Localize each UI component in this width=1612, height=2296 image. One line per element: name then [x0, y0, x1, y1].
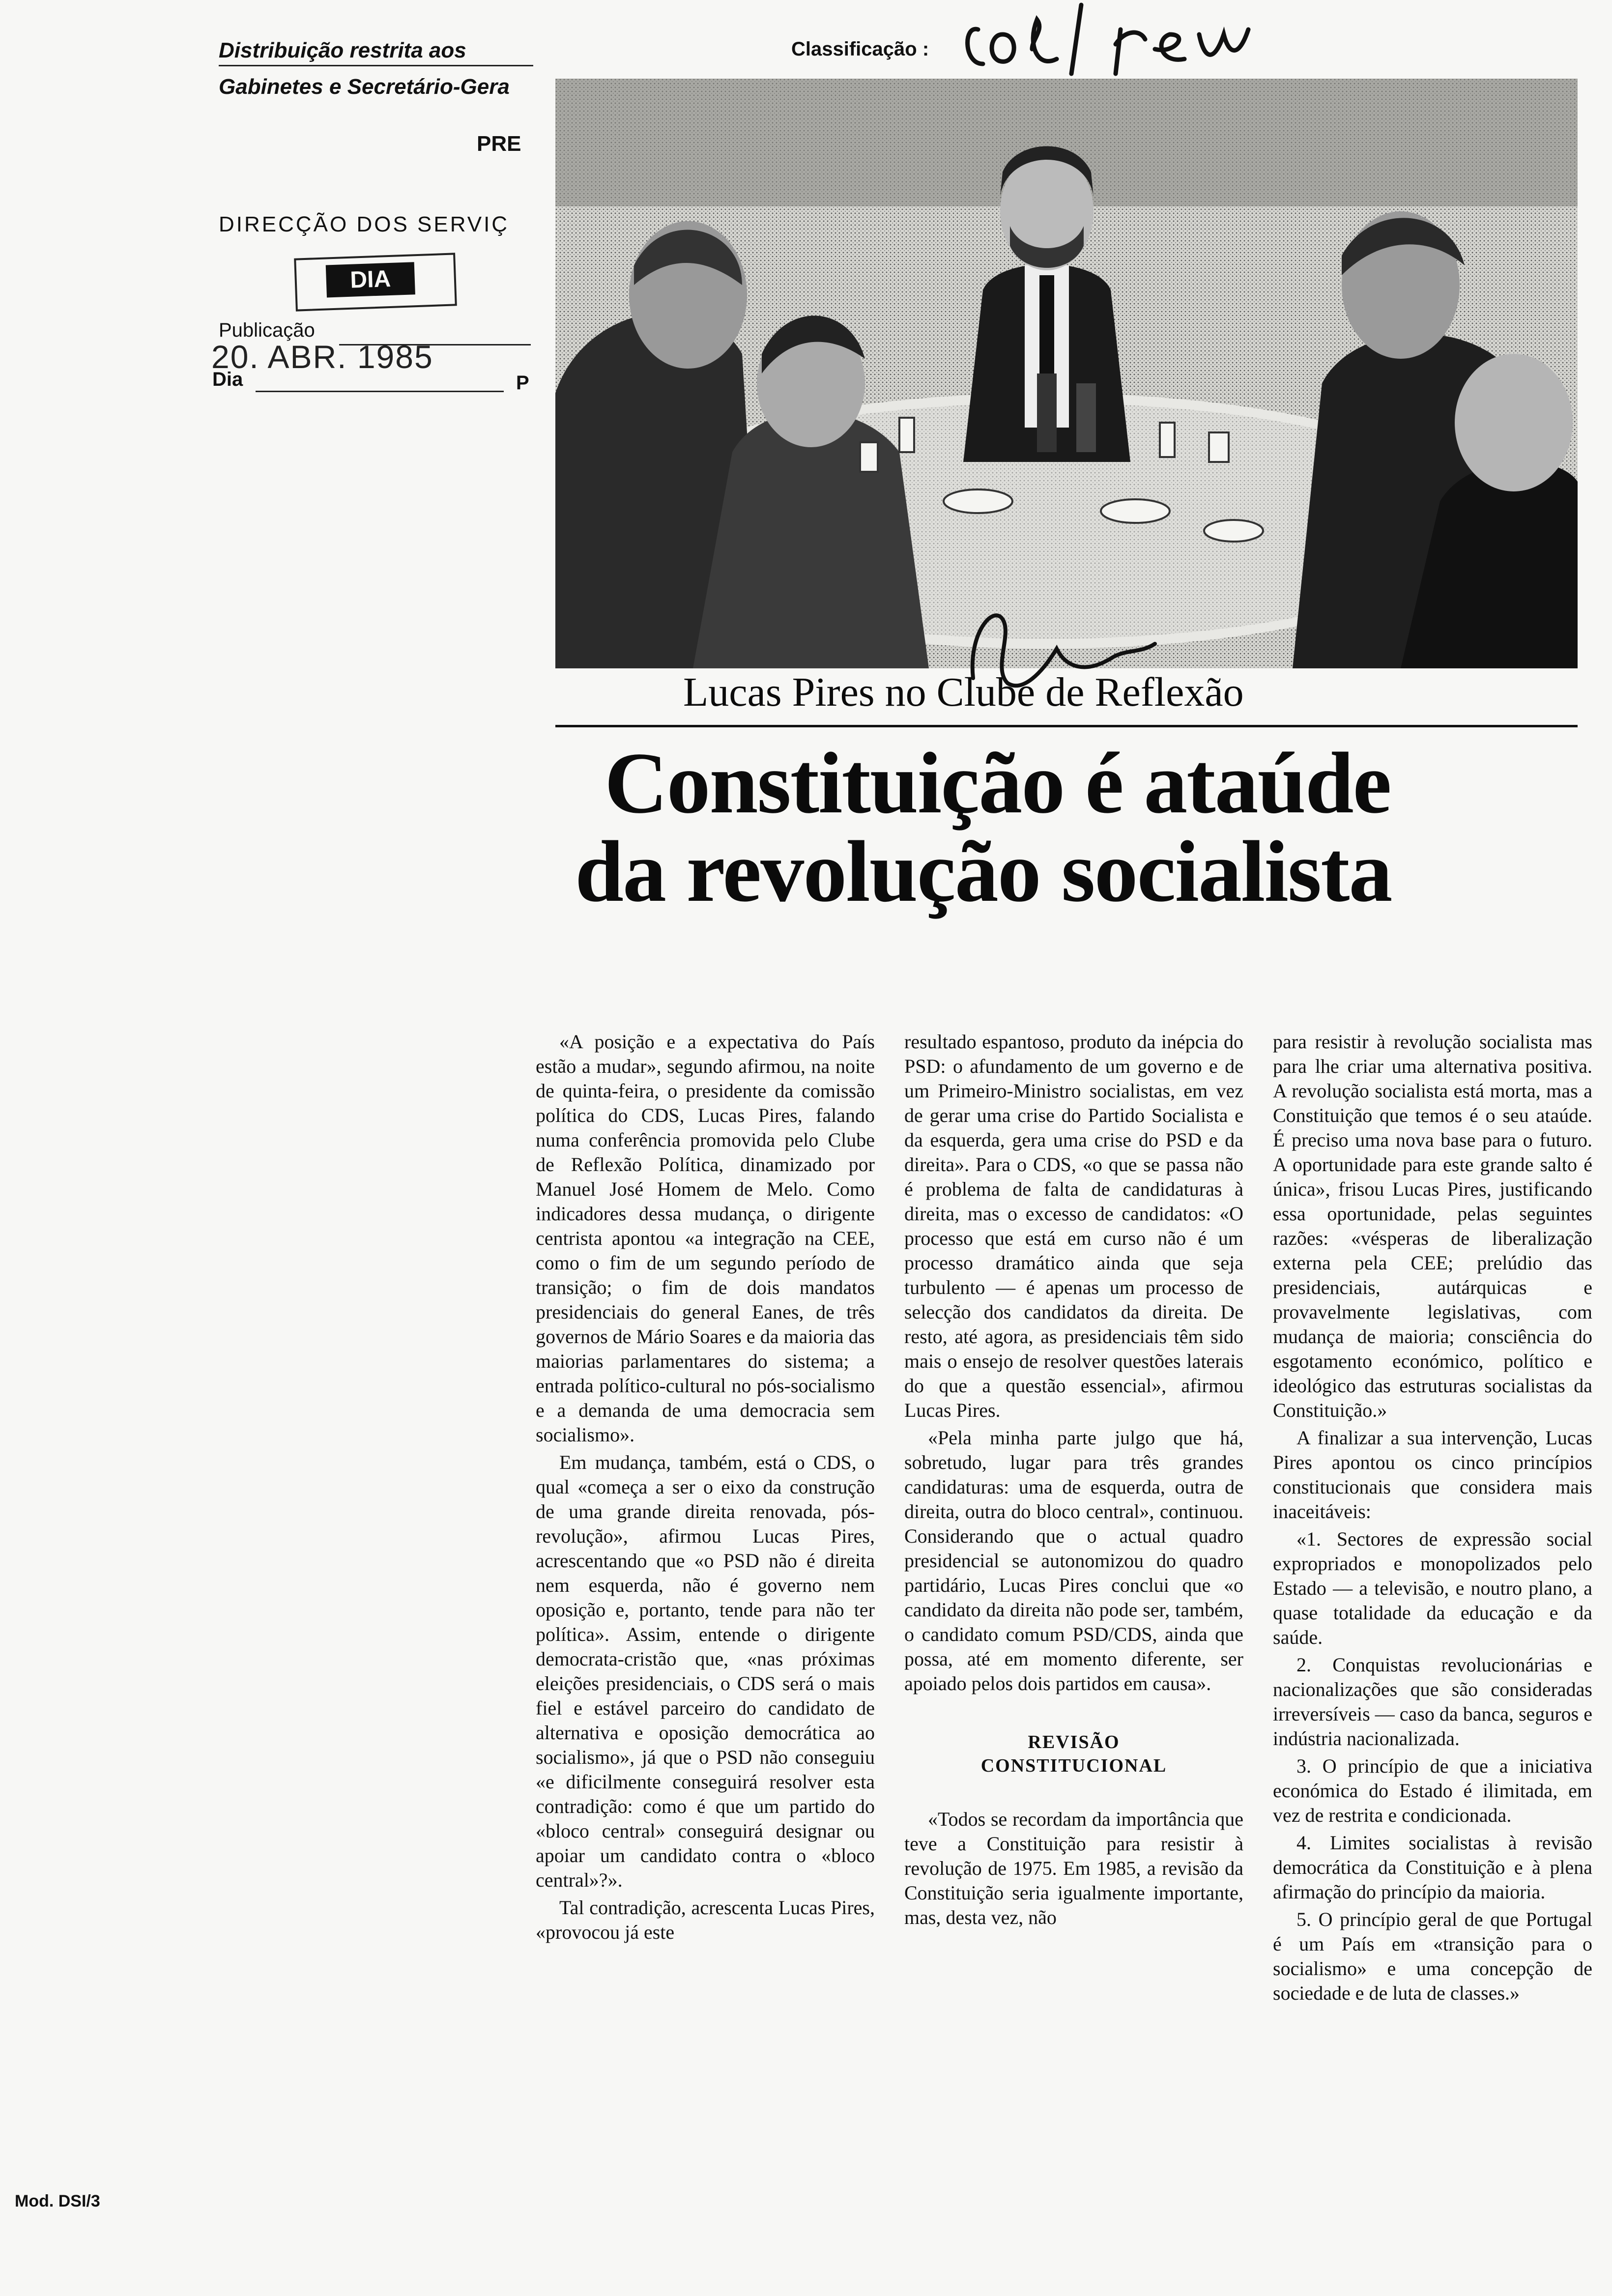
day-underline — [256, 391, 504, 392]
publication-date: 20. ABR. 1985 — [211, 339, 433, 375]
article-photo — [555, 79, 1578, 668]
col3-list-item: 2. Conquistas revolucionárias e nacionalizações que são consideradas irreversíveis — caso da banca, seguros e indústria nacionalizada. — [1273, 1654, 1592, 1750]
col1-paragraph: Tal contradição, acrescenta Lucas Pires, «provocou já este — [536, 1896, 875, 1943]
direction-label: DIRECÇÃO DOS SERVIÇ — [219, 212, 510, 236]
col1-paragraph: «A posição e a expectativa do País estão a mudar», segundo afirmou, na noite de quinta-feira, o presidente da comissão política do CDS, Lucas Pires, falando numa conferência promovida pelo Clube de Reflexão Política, dinamizado por Manuel José Homem de Melo. Como indicadores dessa mudança, o dirigente centrista apontou «a integração na CEE, como o fim de um segundo período de transição; o fim de dois mandatos presidenciais do general Eanes, de três governos de Mário Soares e da maioria das maiorias parlamentares do sistema; a entrada político-cultural no pós-socialismo e a demanda de uma democracia sem socialismo». — [536, 1031, 875, 1446]
col3-list-item: 5. O princípio geral de que Portugal é um País em «transição para o socialismo» e uma concepção de sociedade e de luta de classes.» — [1273, 1908, 1592, 2004]
article-headline-line-1: Constituição é ataúde — [604, 734, 1391, 832]
section-subhead: REVISÃO CONSTITUCIONAL — [980, 1732, 1167, 1776]
article-column-3 — [1273, 1030, 1592, 2009]
page-label: P — [516, 372, 529, 394]
col1-paragraph: Em mudança, também, está o CDS, o qual «começa a ser o eixo da construção de uma grande direita renovada, pós-revolução», afirmou Lucas Pires, acrescentando que «o PSD não é direita nem esquerda, não é governo nem oposição e, portanto, tende para não ter política». Assim, entende o dirigente democrata-cristão que, «nas próximas eleições presidenciais, o CDS será o mais fiel e estável parceiro do candidato de alternativa e oposição democrática ao socialismo», já que o PSD não conseguiu «e dificilmente conseguirá resolver esta contradição: como é que um partido do «bloco central» conseguirá designar ou apoiar um candidato contra o «bloco central»?». — [536, 1451, 875, 1891]
day-label: Dia — [212, 369, 243, 390]
model-code: Mod. DSI/3 — [15, 2192, 100, 2210]
article-column-2 — [904, 1030, 1243, 1933]
col2-paragraph: resultado espantoso, produto da inépcia do PSD: o afundamento de um governo e de um Primeiro-Ministro socialistas, em vez de gerar uma crise do Partido Socialista e da esquerda, gera uma crise do PSD e da direita». Para o CDS, «o que se passa não é problema de falta de candidaturas à direita, mas o excesso de candidatos: «O processo que está em curso não é um processo dramático ainda que seja turbulento — é apenas um processo de selecção dos candidatos da direita. De resto, até agora, as presidenciais têm sido mais o ensejo de resolver questões laterais do que a questão essencial», afirmou Lucas Pires. — [904, 1031, 1243, 1421]
col3-list-item: 4. Limites socialistas à revisão democrática da Constituição e à plena afirmação do princípio da maioria. — [1273, 1832, 1592, 1903]
col2-paragraph: «Pela minha parte julgo que há, sobretudo, lugar para três grandes candidaturas: uma de esquerda, outra de direita, outra do bloco central», continuou. Considerando que o actual quadro presidencial se autonomizou do quadro partidário, Lucas Pires conclui que «o candidato da direita não pode ser, também, o candidato comum PSD/CDS, ainda que possa, até em momento diferente, ser apoiado pelos dois partidos em causa». — [904, 1427, 1243, 1694]
stamp — [294, 253, 457, 311]
article-kicker: Lucas Pires no Clube de Reflexão — [683, 669, 1244, 715]
distribution-line-1: Distribuição restrita aos — [219, 38, 466, 62]
article-headline-line-2: da revolução socialista — [575, 823, 1392, 920]
col2-paragraph: «Todos se recordam da importância que teve a Constituição para resistir à revolução de 1975. Em 1985, a revisão da Constituição seria igualmente importante, mas, desta vez, não — [904, 1808, 1243, 1928]
classification-label: Classificação : — [791, 38, 929, 60]
newspaper-photo-icon — [555, 79, 1578, 668]
kicker-rule — [555, 725, 1578, 727]
col3-list-item: «1. Sectores de expressão social expropriados e monopolizados pelo Estado — a televisão, e noutro plano, a quase totalidade da educação e da saúde. — [1273, 1528, 1592, 1648]
handwriting-signature-icon — [958, 0, 1253, 84]
col3-list-item: 3. O princípio de que a iniciativa económica do Estado é ilimitada, em vez de restrita e condicionada. — [1273, 1755, 1592, 1826]
distribution-line-2: Gabinetes e Secretário-Gera — [219, 75, 510, 99]
col3-paragraph: A finalizar a sua intervenção, Lucas Pires apontou os cinco princípios constitucionais que considera mais inaceitáveis: — [1273, 1427, 1592, 1522]
publication-label: Publicação — [219, 319, 315, 341]
stamp-text: DIA — [326, 262, 415, 297]
newspaper-clipping — [521, 74, 1592, 2138]
classification-handwritten — [958, 0, 1253, 84]
underline-1 — [219, 65, 533, 66]
article-column-1 — [536, 1030, 875, 1948]
pres-label: PRE — [477, 132, 521, 156]
col3-paragraph: para resistir à revolução socialista mas para lhe criar uma alternativa positiva. A revolução socialista está morta, mas a Constituição que temos é o seu ataúde. É preciso uma nova base para o futuro. A oportunidade para este grande salto é única», frisou Lucas Pires, justificando essa oportunidade, pelas seguintes razões: «vésperas de liberalização externa pela CEE; prelúdio das presidenciais, autárquicas e provavelmente legislativas, com mudança de maioria; consciência do esgotamento económico, político e ideológico das estruturas socialistas da Constituição.» — [1273, 1031, 1592, 1421]
